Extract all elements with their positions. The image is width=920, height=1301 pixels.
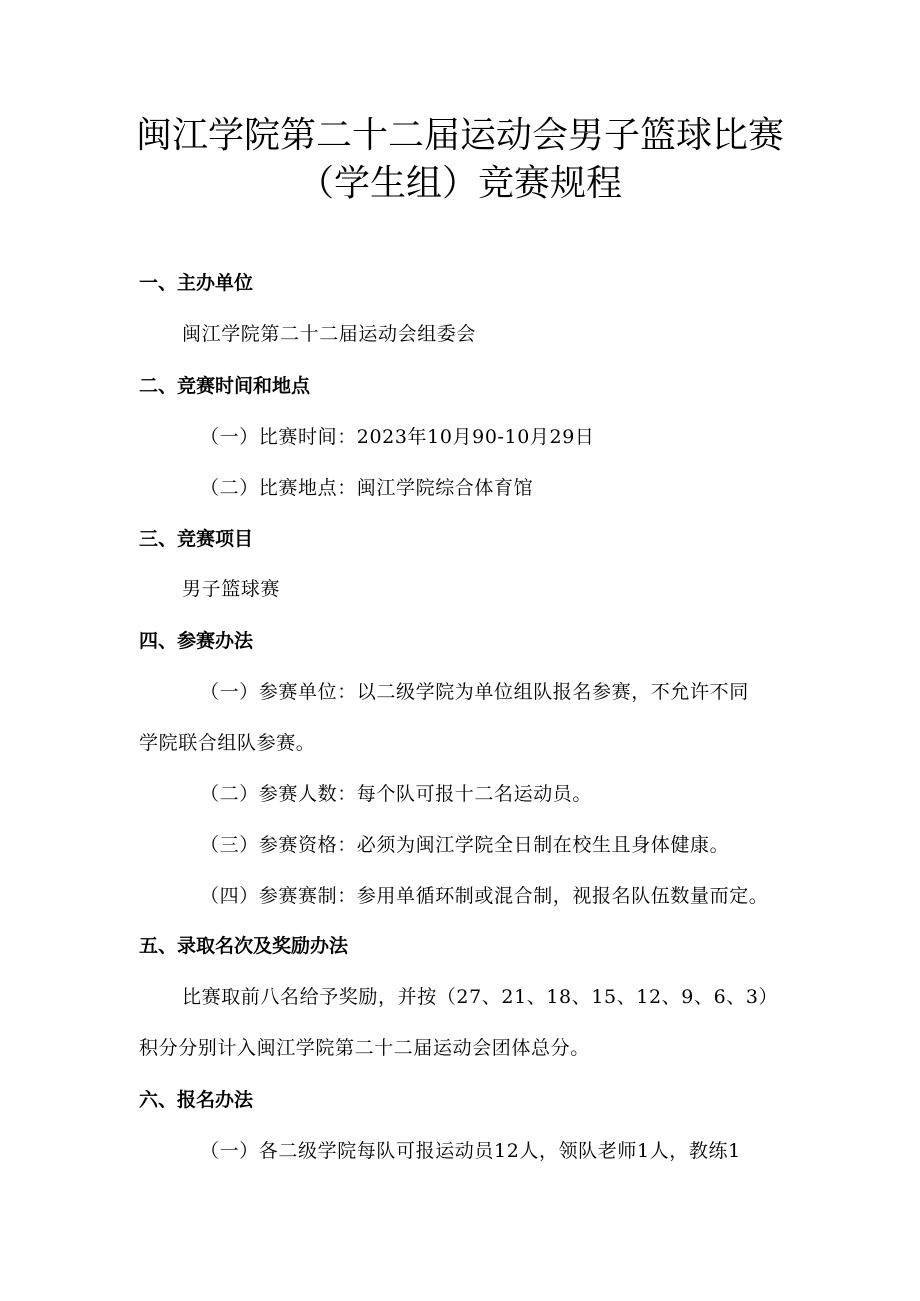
events-text: 男子篮球赛 (182, 578, 281, 600)
section-heading-awards: 五、录取名次及奖励办法 (139, 935, 349, 957)
participation-unit-text-cont: 学院联合组队参赛。 (139, 732, 316, 754)
awards-text: 比赛取前八名给予奖励，并按（27、21、18、15、12、9、6、3） (182, 986, 779, 1008)
awards-text-cont: 积分分别计入闽江学院第二十二届运动会团体总分。 (139, 1037, 590, 1059)
match-place-text: （二）比赛地点：闽江学院综合体育馆 (200, 477, 534, 499)
document-title-line-2: （学生组）竞赛规程 (297, 163, 622, 204)
match-time-text: （一）比赛时间：2023年10月90-10月29日 (200, 426, 595, 448)
section-heading-participation: 四、参赛办法 (139, 630, 254, 652)
participation-count-text: （二）参赛人数：每个队可报十二名运动员。 (200, 783, 593, 805)
registration-text: （一）各二级学院每队可报运动员12人，领队老师1人，教练1 (200, 1140, 741, 1162)
organizer-text: 闽江学院第二十二届运动会组委会 (182, 323, 477, 345)
document-title-line-1: 闽江学院第二十二届运动会男子篮球比赛 (135, 115, 784, 156)
participation-unit-text: （一）参赛单位：以二级学院为单位组队报名参赛，不允许不同 (200, 681, 749, 703)
participation-format-text: （四）参赛赛制：参用单循环制或混合制，视报名队伍数量而定。 (200, 885, 769, 907)
section-heading-events: 三、竞赛项目 (139, 528, 254, 550)
participation-eligibility-text: （三）参赛资格：必须为闽江学院全日制在校生且身体健康。 (200, 834, 730, 856)
section-heading-organizer: 一、主办单位 (139, 272, 254, 294)
section-heading-time-place: 二、竞赛时间和地点 (139, 375, 311, 397)
section-heading-registration: 六、报名办法 (139, 1089, 254, 1111)
